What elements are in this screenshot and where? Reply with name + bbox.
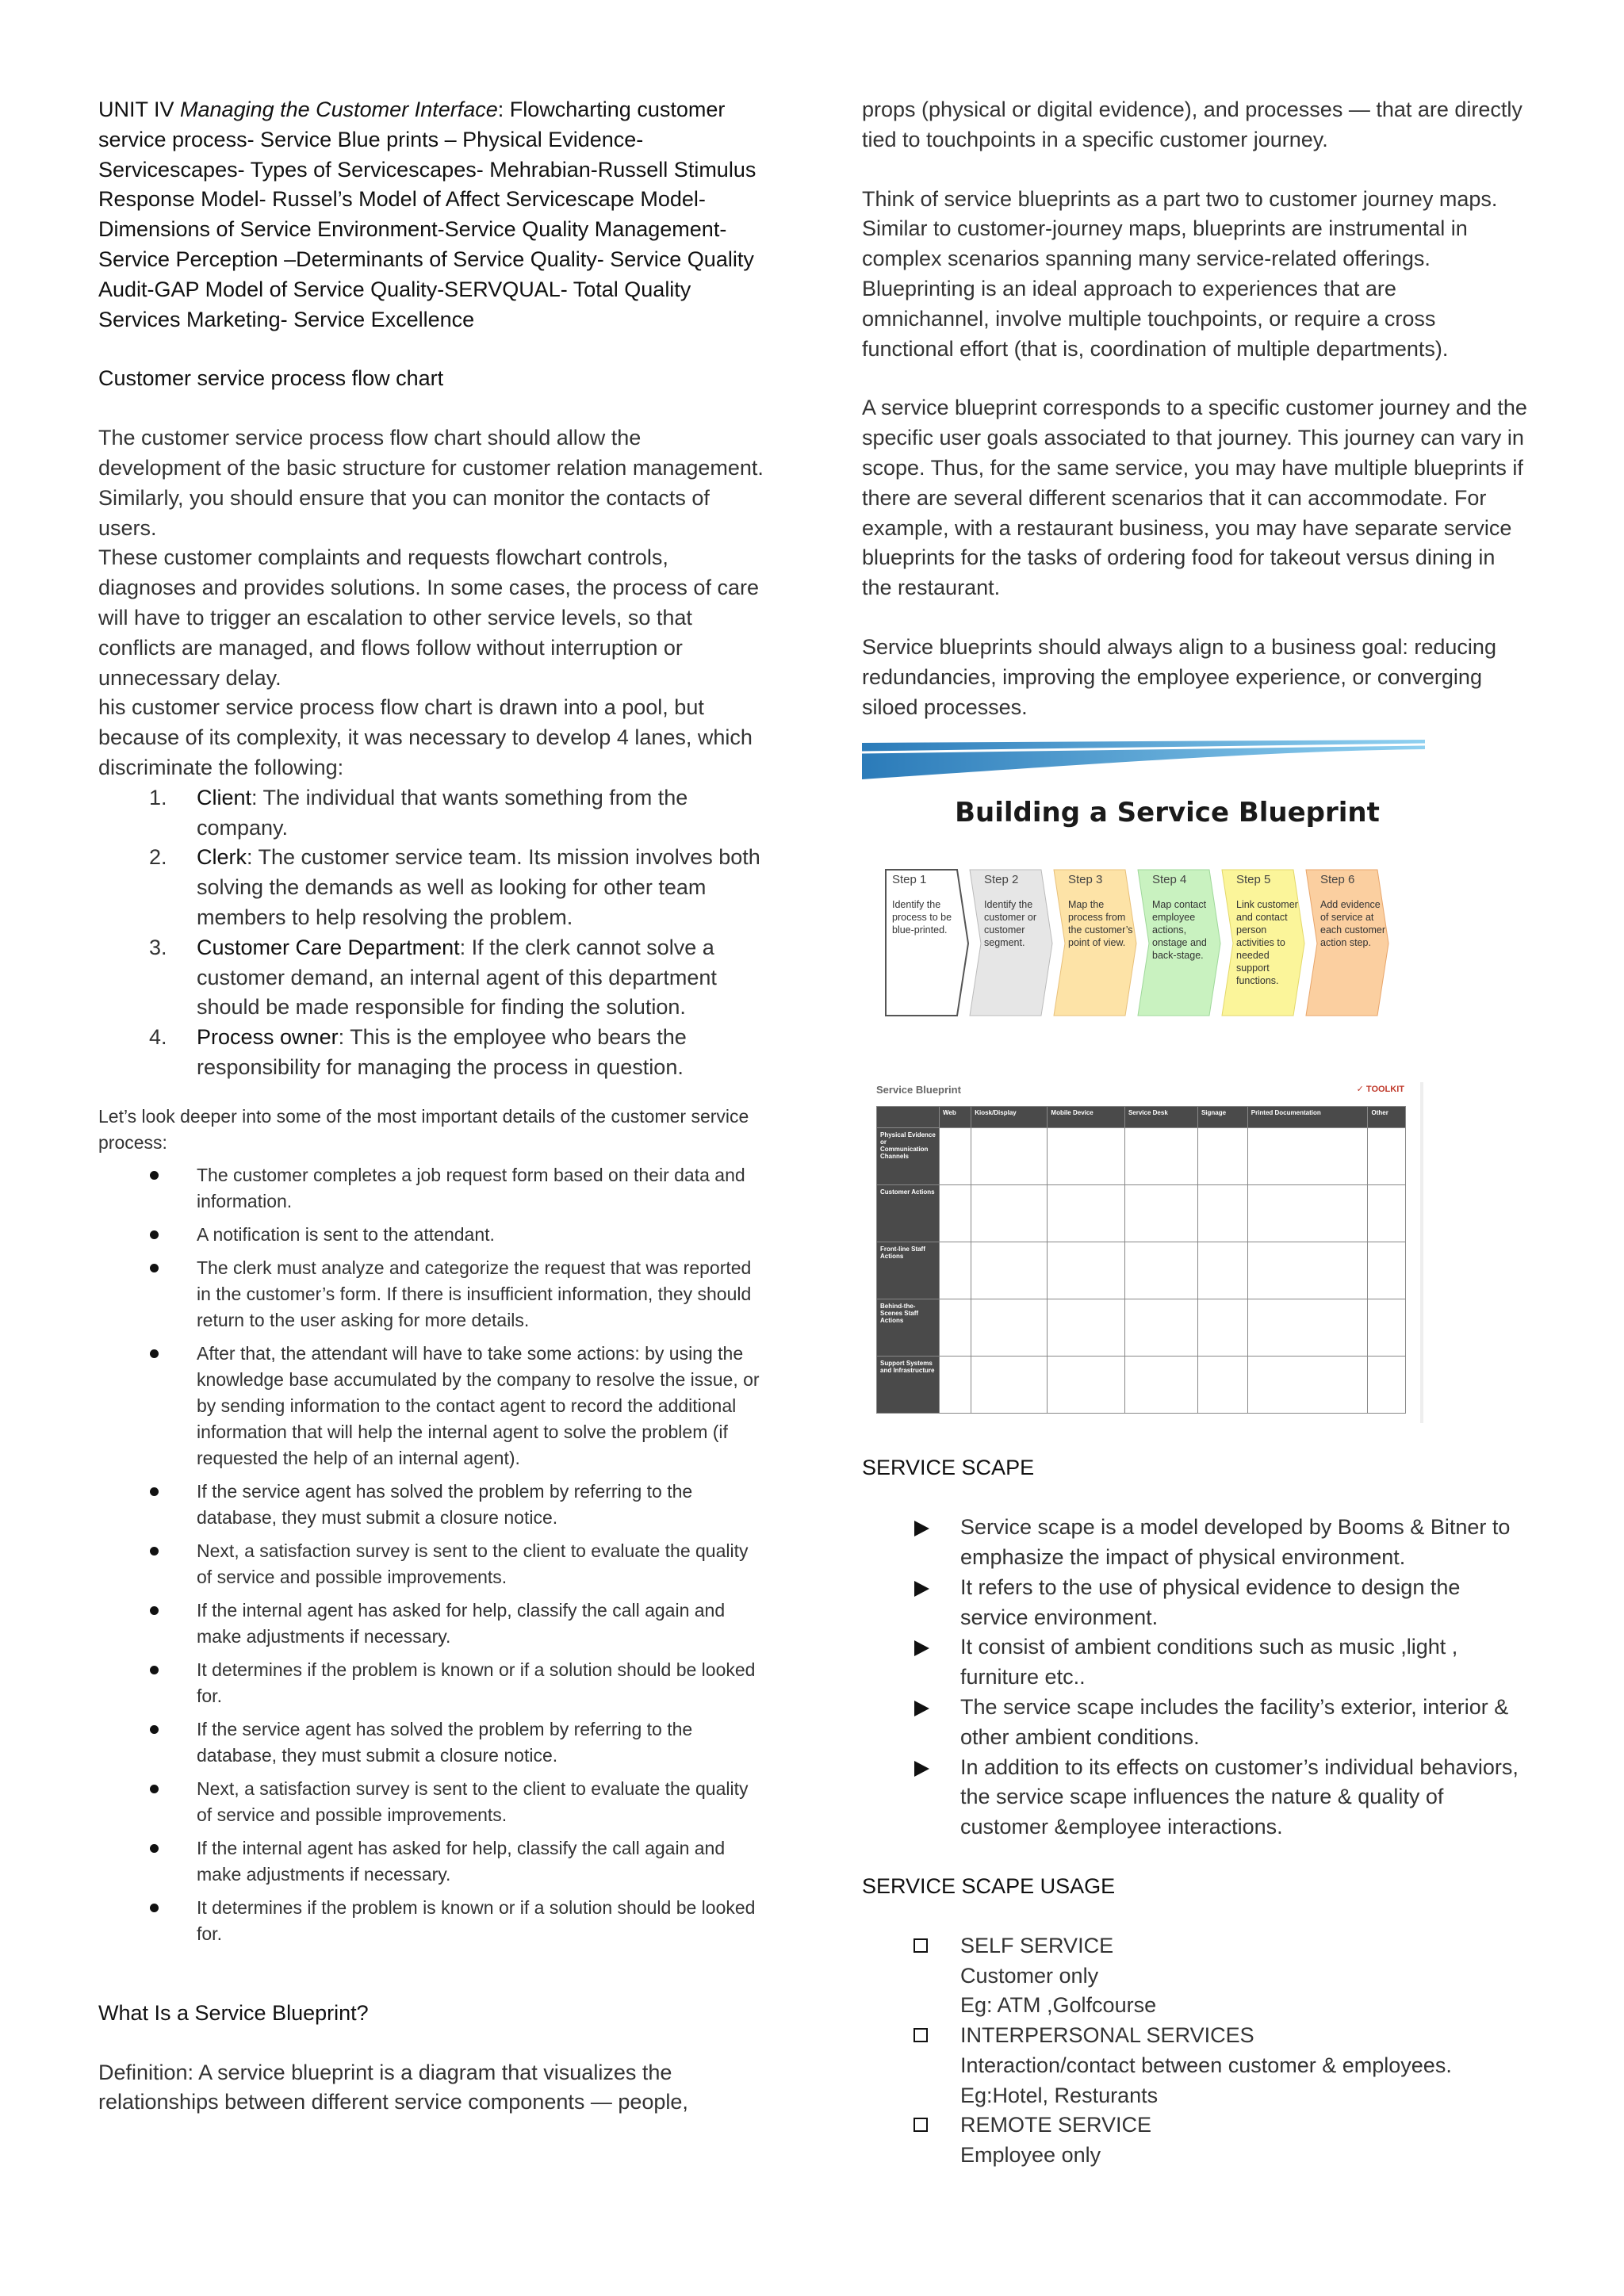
row-header: Support Systems and Infrastructure xyxy=(877,1357,940,1414)
unit-title xyxy=(98,95,764,335)
bullet-text: It determines if the problem is known or if a solution should be looked for. xyxy=(197,1896,756,1944)
step-text: Map contact employee actions, onstage and back-stage. xyxy=(1152,899,1207,962)
lanes-list xyxy=(98,783,764,1083)
lane-item xyxy=(98,933,764,1023)
right-column xyxy=(862,95,1528,2171)
bullet-text: Next, a satisfaction survey is sent to the client to evaluate the quality of service and possible improvements. xyxy=(197,1540,749,1587)
logo-icon: ✓ xyxy=(1356,1085,1364,1095)
step-card xyxy=(1136,868,1224,1019)
list-item xyxy=(98,1255,764,1334)
details-intro: Let’s look deeper into some of the most important details of the customer service process: xyxy=(98,1105,749,1153)
list-item xyxy=(862,1931,1528,2021)
bullet-text: The clerk must analyze and categorize the request that was reported in the customer’s form. If there is insufficient information, they should return to the user asking for more details. xyxy=(197,1257,752,1330)
usage-title: REMOTE SERVICE xyxy=(960,2113,1152,2137)
point-text: It refers to the use of physical evidence to design the service environment. xyxy=(960,1575,1461,1629)
row-header: Behind-the-Scenes Staff Actions xyxy=(877,1299,940,1357)
unit-title-rest: : Flowcharting customer service process- Service Blue prints – Physical Evidence- Servicescapes- Types of Servicescapes- Mehrabian-Russell Stimulus Response Model- Russel’s Model of Affect Servicescape Model- Dimensions of Service Environment-Service Quality Management- Service Perception –Determinants of Service Quality- Service Quality Audit-GAP Model of Service Quality-SERVQUAL- Total Quality Services Marketing- Service Excellence xyxy=(98,98,756,331)
list-item xyxy=(98,1479,764,1531)
figure-title: Building a Service Blueprint xyxy=(955,797,1380,829)
steps-row xyxy=(884,868,1423,1027)
usage-heading: SERVICE SCAPE USAGE xyxy=(862,1873,1116,1898)
bullet-text: If the internal agent has asked for help, classify the call again and make adjustments if necessary. xyxy=(197,1837,726,1885)
step-text: Map the process from the customer’s point of view. xyxy=(1068,899,1133,949)
process-bullets xyxy=(98,1162,764,1947)
bullet-icon xyxy=(150,1606,159,1615)
usage-line: Eg:Hotel, Resturants xyxy=(960,2083,1159,2107)
arrow-bullet-icon xyxy=(914,1581,929,1597)
bullet-icon xyxy=(150,1785,159,1793)
step-text: Identify the process to be blue-printed. xyxy=(892,899,952,936)
arrow-bullet-icon xyxy=(914,1640,929,1656)
step-text: Identify the customer or customer segment. xyxy=(984,899,1036,949)
list-item xyxy=(98,1538,764,1590)
paragraph-customer-journey: A service blueprint corresponds to a specific customer journey and the specific user goals associated to that journey. This journey can vary in scope. Thus, for the same service, you may have multiple blueprints if there are several different scenarios that it can accommodate. For example, with a restaurant business, you may have separate service blueprints for the tasks of ordering food for takeout versus dining in the restaurant. xyxy=(862,396,1527,600)
table-row xyxy=(877,1185,1406,1242)
table-row xyxy=(877,1242,1406,1299)
step-card xyxy=(968,868,1055,1019)
list-item xyxy=(862,2110,1528,2171)
usage-line: Eg: ATM ,Golfcourse xyxy=(960,1993,1157,2018)
list-item xyxy=(98,1657,764,1709)
checkbox-bullet-icon xyxy=(914,1938,928,1953)
usage-title: INTERPERSONAL SERVICES xyxy=(960,2023,1254,2048)
lane-item xyxy=(98,783,764,844)
bullet-text: If the internal agent has asked for help, classify the call again and make adjustments if necessary. xyxy=(197,1599,726,1647)
bullet-icon xyxy=(150,1844,159,1853)
lane-term: Customer Care Department xyxy=(197,935,460,959)
checkbox-bullet-icon xyxy=(914,2028,928,2042)
bullet-text: A notification is sent to the attendant. xyxy=(197,1223,495,1245)
step-label: Step 3 xyxy=(1068,873,1103,887)
bullet-icon xyxy=(150,1725,159,1734)
unit-title-prefix: UNIT IV xyxy=(98,98,181,121)
paragraph-business-goal: Service blueprints should always align to a business goal: reducing redundancies, improving the employee experience, or converging siloed processes. xyxy=(862,634,1496,719)
list-item xyxy=(862,1632,1528,1693)
usage-title: SELF SERVICE xyxy=(960,1933,1114,1957)
row-header: Front-line Staff Actions xyxy=(877,1242,940,1299)
step-card xyxy=(1220,868,1308,1019)
lane-number: 2. xyxy=(149,845,167,870)
table-row xyxy=(877,1299,1406,1357)
step-text: Link customer and contact person activities to needed support functions. xyxy=(1236,899,1298,987)
bullet-icon xyxy=(150,1171,159,1180)
lane-term: Clerk xyxy=(197,845,247,870)
bullet-icon xyxy=(150,1904,159,1912)
point-text: It consist of ambient conditions such as music ,light , furniture etc.. xyxy=(960,1635,1458,1689)
swoosh-banner-icon xyxy=(862,740,1425,781)
usage-line: Customer only xyxy=(960,1963,1099,1988)
row-header: Physical Evidence or Communication Channels xyxy=(877,1128,940,1185)
grid-title: Service Blueprint xyxy=(876,1084,961,1096)
table-header-row xyxy=(877,1107,1406,1128)
column-header: Signage xyxy=(1197,1107,1247,1128)
list-item xyxy=(862,1693,1528,1753)
point-text: Service scape is a model developed by Booms & Bitner to emphasize the impact of physical environment. xyxy=(960,1515,1511,1569)
blueprint-def-continued: props (physical or digital evidence), and processes — that are directly tied to touchpoints in a specific customer journey. xyxy=(862,98,1522,151)
figure-frame xyxy=(1420,1082,1423,1423)
step-arrow-icon xyxy=(884,868,971,1019)
left-column xyxy=(98,95,764,2118)
arrow-bullet-icon xyxy=(914,1761,929,1777)
point-text: The service scape includes the facility’s exterior, interior & other ambient conditions. xyxy=(960,1694,1509,1749)
step-label: Step 2 xyxy=(984,873,1019,887)
logo-text: TOOLKIT xyxy=(1365,1085,1404,1095)
table-row xyxy=(877,1128,1406,1185)
point-text: In addition to its effects on customer’s individual behaviors, the service scape influences the nature & quality of customer &employee interactions. xyxy=(960,1755,1519,1839)
bullet-text: It determines if the problem is known or if a solution should be looked for. xyxy=(197,1659,756,1706)
flow-heading: Customer service process flow chart xyxy=(98,366,444,391)
lane-desc: : This is the employee who bears the responsibility for managing the process in question. xyxy=(197,1025,687,1079)
blueprint-heading: What Is a Service Blueprint? xyxy=(98,2000,369,2025)
bullet-icon xyxy=(150,1487,159,1496)
bullet-text: After that, the attendant will have to take some actions: by using the knowledge base accumulated by the company to resolve the issue, or by sending information to the contact agent to record the additional information that will help the internal agent to solve the problem (if requested the help of an internal agent). xyxy=(197,1342,760,1468)
lane-term: Process owner xyxy=(197,1025,339,1050)
service-blueprint-grid-figure xyxy=(862,1082,1423,1423)
service-scape-list xyxy=(862,1513,1528,1843)
building-blueprint-figure xyxy=(862,740,1425,1033)
list-item xyxy=(862,1513,1528,1573)
step-card xyxy=(1052,868,1139,1019)
list-item xyxy=(862,1753,1528,1843)
list-item xyxy=(98,1222,764,1248)
corner-cell xyxy=(877,1107,940,1128)
list-item xyxy=(98,1162,764,1215)
row-header: Customer Actions xyxy=(877,1185,940,1242)
list-item xyxy=(98,1716,764,1769)
step-text: Add evidence of service at each customer action step. xyxy=(1320,899,1385,949)
step-label: Step 5 xyxy=(1236,873,1271,887)
service-scape-heading: SERVICE SCAPE xyxy=(862,1456,1035,1480)
column-header: Other xyxy=(1368,1107,1406,1128)
table-row xyxy=(877,1357,1406,1414)
bullet-text: Next, a satisfaction survey is sent to the client to evaluate the quality of service and possible improvements. xyxy=(197,1777,749,1825)
list-item xyxy=(98,1776,764,1828)
lane-item xyxy=(98,843,764,932)
step-card xyxy=(1304,868,1392,1019)
blueprint-table xyxy=(876,1106,1406,1414)
flow-paragraph-2: These customer complaints and requests flowchart controls, diagnoses and provides solutions. In some cases, the process of care will have to trigger an escalation to other service levels, so that conflicts are managed, and flows follow without interruption or unnecessary delay. xyxy=(98,545,759,690)
bullet-text: If the service agent has solved the problem by referring to the database, they must submit a closure notice. xyxy=(197,1718,693,1766)
toolkit-logo xyxy=(1357,1084,1404,1094)
list-item xyxy=(862,2021,1528,2110)
column-header: Mobile Device xyxy=(1048,1107,1125,1128)
list-item xyxy=(98,1835,764,1888)
arrow-bullet-icon xyxy=(914,1521,929,1536)
step-label: Step 6 xyxy=(1320,873,1355,887)
step-card xyxy=(884,868,971,1019)
list-item xyxy=(98,1598,764,1650)
bullet-icon xyxy=(150,1264,159,1272)
step-shape xyxy=(886,870,968,1016)
bullet-icon xyxy=(150,1666,159,1674)
arrow-bullet-icon xyxy=(914,1701,929,1716)
unit-title-italic: Managing the Customer Interface xyxy=(180,98,498,121)
usage-list xyxy=(862,1931,1528,2171)
column-header: Service Desk xyxy=(1124,1107,1197,1128)
bullet-text: The customer completes a job request form based on their data and information. xyxy=(197,1164,745,1211)
flow-paragraph-3: his customer service process flow chart is drawn into a pool, but because of its complexity, it was necessary to develop 4 lanes, which discriminate the following: xyxy=(98,695,753,779)
lane-number: 4. xyxy=(149,1025,167,1050)
list-item xyxy=(98,1341,764,1471)
lane-desc: : The customer service team. Its mission involves both solving the demands as well as looking for other team members to help resolving the problem. xyxy=(197,845,760,929)
lane-number: 1. xyxy=(149,785,167,809)
list-item xyxy=(862,1573,1528,1633)
list-item xyxy=(98,1895,764,1947)
step-label: Step 4 xyxy=(1152,873,1187,887)
usage-line: Interaction/contact between customer & employees. xyxy=(960,2053,1452,2077)
bullet-icon xyxy=(150,1349,159,1358)
column-header: Printed Documentation xyxy=(1247,1107,1368,1128)
lane-desc: : If the clerk cannot solve a customer demand, an internal agent of this department should be made responsible for finding the solution. xyxy=(197,935,717,1020)
lane-number: 3. xyxy=(149,935,167,959)
usage-line: Employee only xyxy=(960,2143,1101,2168)
column-header: Web xyxy=(940,1107,971,1128)
bullet-icon xyxy=(150,1547,159,1556)
lane-item xyxy=(98,1023,764,1083)
lane-desc: : The individual that wants something from the company. xyxy=(197,785,688,840)
bullet-text: If the service agent has solved the problem by referring to the database, they must submit a closure notice. xyxy=(197,1480,693,1528)
blueprint-definition: Definition: A service blueprint is a diagram that visualizes the relationships between different service components — people, xyxy=(98,2060,688,2114)
flow-paragraph-1: The customer service process flow chart should allow the development of the basic structure for customer relation management. Similarly, you should ensure that you can monitor the contacts of users. xyxy=(98,426,764,540)
bullet-icon xyxy=(150,1230,159,1239)
column-header: Kiosk/Display xyxy=(971,1107,1048,1128)
lane-term: Client xyxy=(197,785,252,809)
paragraph-journey-maps: Think of service blueprints as a part two to customer journey maps. Similar to customer-journey maps, blueprints are instrumental in complex scenarios spanning many service-related offerings. Blueprinting is an ideal approach to experiences that are omnichannel, involve multiple touchpoints, or require a cross functional effort (that is, coordination of multiple departments). xyxy=(862,186,1498,361)
checkbox-bullet-icon xyxy=(914,2118,928,2132)
step-label: Step 1 xyxy=(892,873,927,887)
